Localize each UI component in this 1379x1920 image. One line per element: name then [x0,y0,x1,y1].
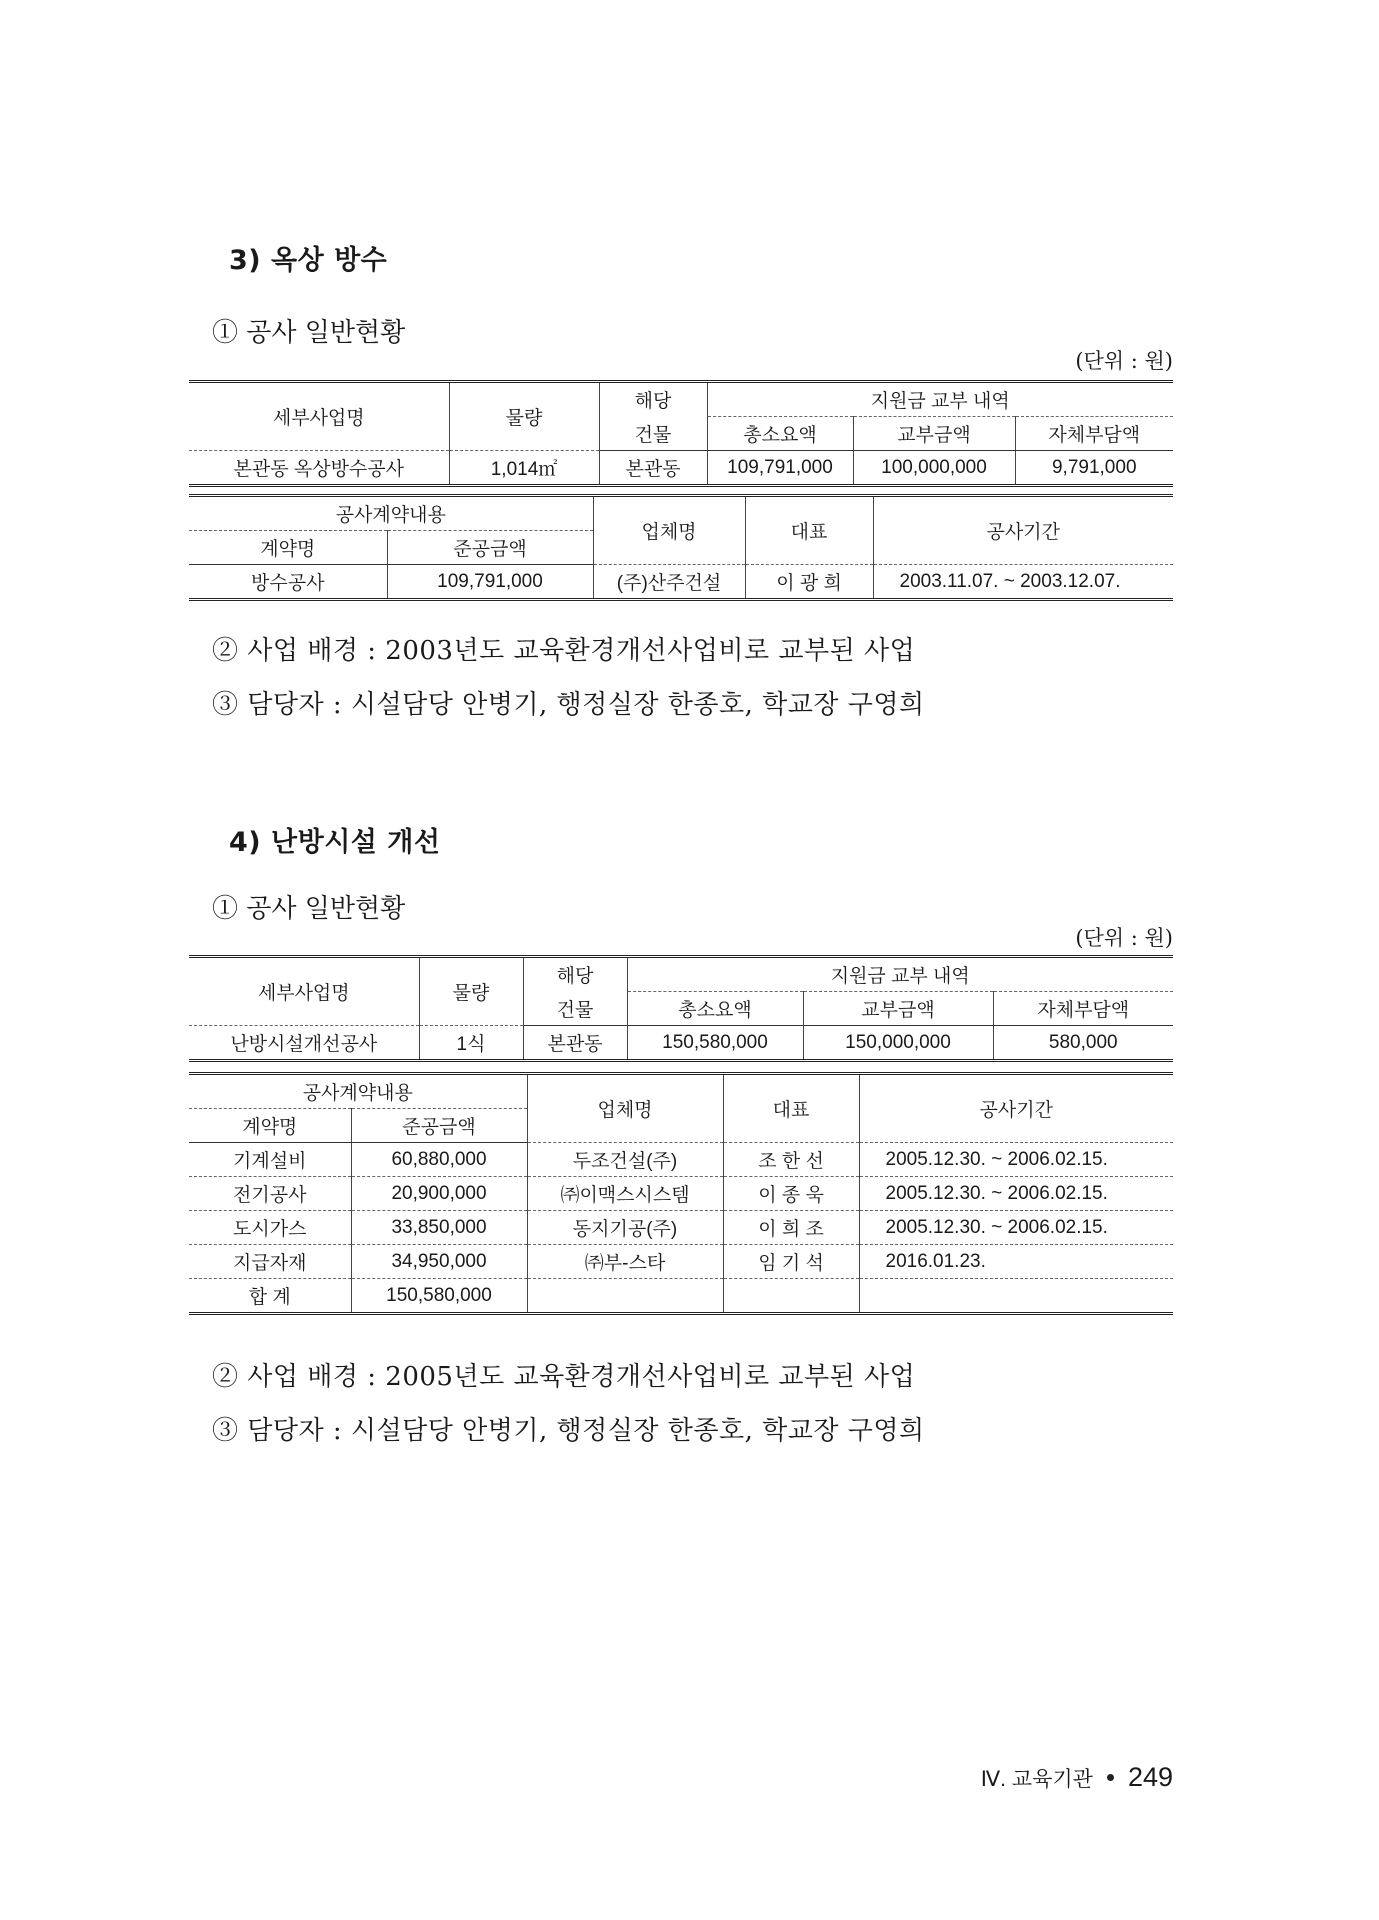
cell-period: 2005.12.30. ~ 2006.02.15. [859,1211,1173,1245]
cell-company: ㈜이맥스시스템 [527,1177,723,1211]
header-period: 공사기간 [859,1074,1173,1143]
cell-completion-amount: 34,950,000 [351,1245,527,1279]
cell-building: 본관동 [523,1026,627,1061]
header-quantity: 물량 [449,382,599,451]
table-row [189,1143,1173,1177]
cell-contract-name: 도시가스 [189,1211,351,1245]
project-background: ② 사업 배경 : 2003년도 교육환경개선사업비로 교부된 사업 [212,636,916,666]
cell-completion-amount: 109,791,000 [387,565,593,600]
header-contract-details: 공사계약내용 [189,1074,527,1109]
cell-quantity: 1식 [419,1026,523,1061]
cell-contract-name: 지급자재 [189,1245,351,1279]
cell-representative: 이 희 조 [723,1211,859,1245]
header-contract-name: 계약명 [189,531,387,565]
cell-representative [723,1279,859,1314]
contract-table [189,1072,1173,1315]
table-row [189,1177,1173,1211]
project-manager: ③ 담당자 : 시설담당 안병기, 행정실장 한종호, 학교장 구영희 [212,1416,925,1446]
header-total-cost: 총소요액 [627,992,803,1026]
section-subtitle: ① 공사 일반현황 [212,318,406,348]
header-building-line2: 건물 [599,417,707,451]
cell-period: 2005.12.30. ~ 2006.02.15. [859,1177,1173,1211]
cell-self-burden: 580,000 [993,1026,1173,1061]
project-manager: ③ 담당자 : 시설담당 안병기, 행정실장 한종호, 학교장 구영희 [212,690,925,720]
cell-completion-amount: 60,880,000 [351,1143,527,1177]
cell-representative: 조 한 선 [723,1143,859,1177]
cell-period: 2005.12.30. ~ 2006.02.15. [859,1143,1173,1177]
cell-company: 두조건설(주) [527,1143,723,1177]
cell-representative: 이 종 욱 [723,1177,859,1211]
header-project-name: 세부사업명 [189,382,449,451]
cell-project-name: 본관동 옥상방수공사 [189,451,449,486]
header-grant-amount: 교부금액 [853,417,1015,451]
cell-project-name: 난방시설개선공사 [189,1026,419,1061]
cell-company: ㈜부-스타 [527,1245,723,1279]
cell-self-burden: 9,791,000 [1015,451,1173,486]
cell-contract-name: 합 계 [189,1279,351,1314]
table-row [189,451,1173,486]
cell-representative: 이 광 희 [745,565,873,600]
page-number: 249 [1127,1762,1173,1792]
header-contract-name: 계약명 [189,1109,351,1143]
cell-grant-amount: 150,000,000 [803,1026,993,1061]
table-row [189,1026,1173,1061]
cell-company [527,1279,723,1314]
header-total-cost: 총소요액 [707,417,853,451]
header-company: 업체명 [527,1074,723,1143]
header-representative: 대표 [723,1074,859,1143]
header-representative: 대표 [745,496,873,565]
project-summary-table [189,380,1173,487]
cell-period: 2016.01.23. [859,1245,1173,1279]
table-row [189,1211,1173,1245]
unit-label: (단위 : 원) [1075,349,1173,373]
project-summary-table [189,955,1173,1062]
contract-table [189,494,1173,601]
header-self-burden: 자체부담액 [1015,417,1173,451]
header-quantity: 물량 [419,957,523,1026]
section-subtitle: ① 공사 일반현황 [212,894,406,924]
cell-period: 2003.11.07. ~ 2003.12.07. [873,565,1173,600]
table-row [189,565,1173,600]
cell-period [859,1279,1173,1314]
header-company: 업체명 [593,496,745,565]
header-project-name: 세부사업명 [189,957,419,1026]
header-self-burden: 자체부담액 [993,992,1173,1026]
cell-company: 동지기공(주) [527,1211,723,1245]
cell-completion-amount: 150,580,000 [351,1279,527,1314]
header-support-details: 지원금 교부 내역 [707,382,1173,417]
header-building-line1: 해당 [523,957,627,992]
cell-contract-name: 방수공사 [189,565,387,600]
cell-total-cost: 109,791,000 [707,451,853,486]
header-building-line1: 해당 [599,382,707,417]
page-footer [981,1762,1173,1793]
cell-completion-amount: 20,900,000 [351,1177,527,1211]
header-grant-amount: 교부금액 [803,992,993,1026]
header-period: 공사기간 [873,496,1173,565]
header-contract-details: 공사계약내용 [189,496,593,531]
unit-label: (단위 : 원) [1075,926,1173,950]
chapter-label: Ⅳ. 교육기관 [980,1767,1093,1791]
cell-company: (주)산주건설 [593,565,745,600]
header-support-details: 지원금 교부 내역 [627,957,1173,992]
cell-contract-name: 전기공사 [189,1177,351,1211]
header-completion-amount: 준공금액 [351,1109,527,1143]
bullet-dot-icon [1107,1774,1114,1781]
table-row-total [189,1279,1173,1314]
project-background: ② 사업 배경 : 2005년도 교육환경개선사업비로 교부된 사업 [212,1362,916,1392]
table-row [189,1245,1173,1279]
header-completion-amount: 준공금액 [387,531,593,565]
cell-building: 본관동 [599,451,707,486]
cell-completion-amount: 33,850,000 [351,1211,527,1245]
header-building-line2: 건물 [523,992,627,1026]
cell-total-cost: 150,580,000 [627,1026,803,1061]
section-title: 4) 난방시설 개선 [229,827,441,858]
cell-representative: 임 기 석 [723,1245,859,1279]
cell-contract-name: 기계설비 [189,1143,351,1177]
cell-quantity: 1,014㎡ [449,451,599,486]
section-title: 3) 옥상 방수 [229,245,388,276]
cell-grant-amount: 100,000,000 [853,451,1015,486]
